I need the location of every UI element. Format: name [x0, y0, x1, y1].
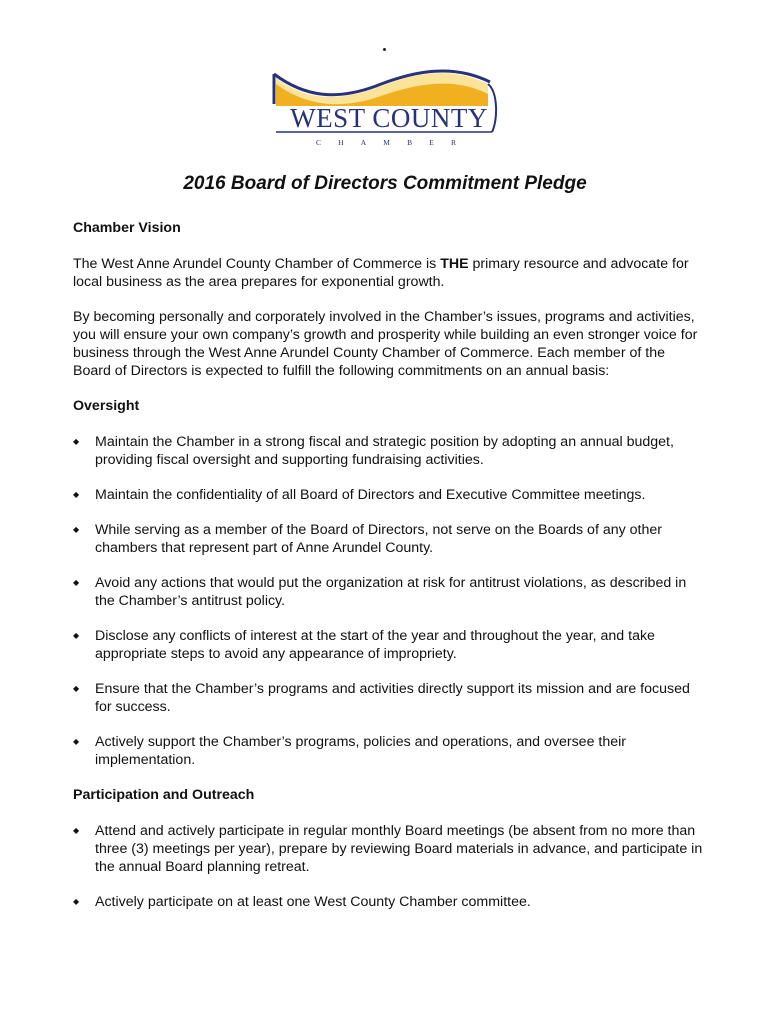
bullet-diamond-icon: ◆: [73, 631, 80, 640]
list-item-text: Maintain the Chamber in a strong fiscal and strategic position by adopting an annual budget, providing fiscal oversight and supporting fundraising activities.: [95, 434, 674, 468]
bullet-diamond-icon: ◆: [73, 737, 80, 746]
chamber-logo: [266, 40, 506, 160]
document-body: [73, 219, 703, 928]
logo-name: WEST COUNTY: [290, 103, 488, 133]
logo-subtitle-letter: E: [429, 138, 434, 147]
logo-subtitle-letter: B: [407, 138, 413, 147]
list-item-text: Attend and actively participate in regular monthly Board meetings (be absent from no more than three (3) meetings per year), prepare by reviewing Board materials in advance, and participate in the annual Board planning retreat.: [95, 823, 703, 875]
list-item: [73, 486, 703, 504]
logo-subtitle-letter: R: [450, 138, 456, 147]
list-item: [73, 680, 703, 716]
document-title: 2016 Board of Directors Commitment Pledge: [183, 173, 587, 194]
list-item-text: Actively support the Chamber’s programs, policies and operations, and oversee their implementation.: [95, 734, 626, 768]
bullet-diamond-icon: ◆: [73, 578, 80, 587]
bullet-diamond-icon: ◆: [73, 490, 80, 499]
bullet-diamond-icon: ◆: [73, 684, 80, 693]
list-item: [73, 893, 703, 911]
logo-subtitle-letter: H: [338, 138, 344, 147]
section-heading-oversight: Oversight: [73, 398, 140, 414]
list-item: [73, 733, 703, 769]
participation-list: [73, 822, 703, 911]
list-item: [73, 574, 703, 610]
vision-emphasis: THE: [440, 256, 469, 272]
bullet-diamond-icon: ◆: [73, 525, 80, 534]
list-item-text: Actively participate on at least one West County Chamber committee.: [95, 894, 531, 910]
section-heading-vision: Chamber Vision: [73, 220, 181, 236]
list-item-text: Disclose any conflicts of interest at the start of the year and throughout the year, and take appropriate steps to avoid any appearance of impropriety.: [95, 628, 655, 662]
bullet-diamond-icon: ◆: [73, 897, 80, 906]
list-item-text: Avoid any actions that would put the organization at risk for antitrust violations, as described in the Chamber’s antitrust policy.: [95, 575, 687, 609]
logo-subtitle-letter: C: [316, 138, 322, 147]
list-item-text: Ensure that the Chamber’s programs and activities directly support its mission and are focused for success.: [95, 681, 690, 715]
logo-subtitle: [316, 138, 456, 147]
logo-subtitle-letter: A: [360, 138, 367, 147]
list-item: [73, 433, 703, 469]
logo-subtitle-letter: M: [383, 138, 390, 147]
vision-paragraph-2: By becoming personally and corporately involved in the Chamber’s issues, programs and activities, you will ensure your own company’s growth and prosperity while building an even stronger voice for business through the West Anne Arundel County Chamber of Commerce. Each member of the Board of Directors is expected to fulfill the following commitments on an annual basis:: [73, 309, 698, 379]
vision-text-end: primary resource and advocate for local business as the area prepares for exponential growth.: [73, 256, 689, 290]
list-item-text: Maintain the confidentiality of all Board of Directors and Executive Committee meetings.: [95, 487, 646, 503]
bullet-diamond-icon: ◆: [73, 826, 80, 835]
list-item: [73, 521, 703, 557]
oversight-list: [73, 433, 703, 769]
section-heading-participation: Participation and Outreach: [73, 787, 255, 803]
bullet-diamond-icon: ◆: [73, 437, 80, 446]
list-item-text: While serving as a member of the Board of Directors, not serve on the Boards of any other chambers that represent part of Anne Arundel County.: [95, 522, 662, 556]
list-item: [73, 822, 703, 876]
list-item: [73, 627, 703, 663]
vision-paragraph-1: [73, 255, 703, 291]
vision-text-start: The West Anne Arundel County Chamber of Commerce is: [73, 256, 441, 272]
